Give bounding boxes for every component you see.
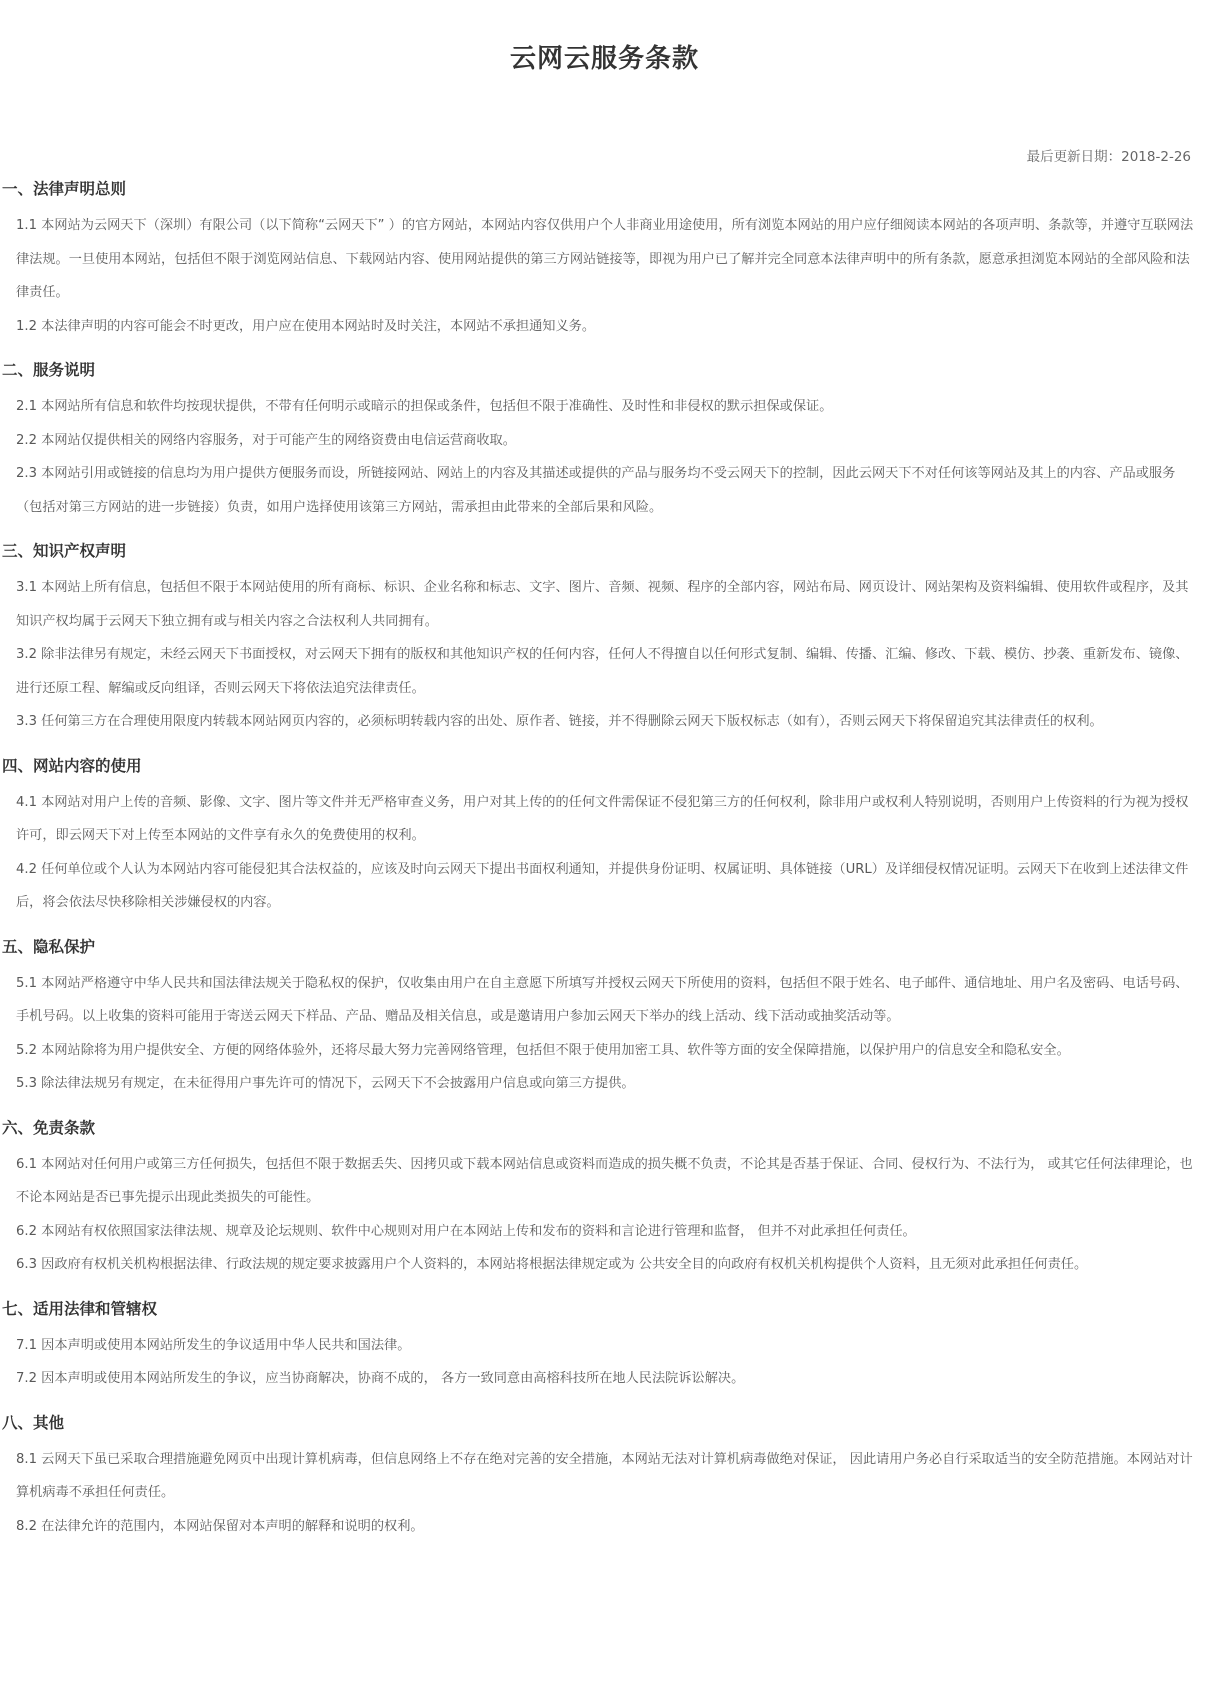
section-heading: 五、隐私保护	[2, 937, 96, 956]
clause-4-2: 4.2 任何单位或个人认为本网站内容可能侵犯其合法权益的，应该及时向云网天下提出书面权利通知，并提供身份证明、权属证明、具体链接（URL）及详细侵权情况证明。云网天下在收到上述法律文件后，将会依法尽快移除相关涉嫌侵权的内容。	[16, 861, 1189, 910]
clause-6-1: 6.1 本网站对任何用户或第三方任何损失，包括但不限于数据丢失、因拷贝或下载本网站信息或资料而造成的损失概不负责，不论其是否基于保证、合同、侵权行为、不法行为， 或其它任何法律理论，也不论本网站是否已事先提示出现此类损失的可能性。	[16, 1156, 1193, 1205]
page-title: 云网云服务条款	[509, 44, 699, 74]
last-updated-date: 2018-2-26	[1121, 149, 1191, 165]
clause-3-1: 3.1 本网站上所有信息，包括但不限于本网站使用的所有商标、标识、企业名称和标志、文字、图片、音频、视频、程序的全部内容，网站布局、网页设计、网站架构及资料编辑、使用软件或程序，及其知识产权均属于云网天下独立拥有或与相关内容之合法权利人共同拥有。	[16, 580, 1189, 629]
terms-content	[0, 178, 1200, 1543]
clause-7-1: 7.1 因本声明或使用本网站所发生的争议适用中华人民共和国法律。	[16, 1337, 411, 1353]
section-heading: 四、网站内容的使用	[2, 756, 142, 775]
clause-5-1: 5.1 本网站严格遵守中华人民共和国法律法规关于隐私权的保护，仅收集由用户在自主意愿下所填写并授权云网天下所使用的资料，包括但不限于姓名、电子邮件、通信地址、用户名及密码、电话号码、手机号码。以上收集的资料可能用于寄送云网天下样品、产品、赠品及相关信息，或是邀请用户参加云网天下举办的线上活动、线下活动或抽奖活动等。	[16, 975, 1189, 1024]
clause-1-1: 1.1 本网站为云网天下（深圳）有限公司（以下简称“云网天下” ）的官方网站，本网站内容仅供用户个人非商业用途使用，所有浏览本网站的用户应仔细阅读本网站的各项声明、条款等，并遵守互联网法律法规。一旦使用本网站，包括但不限于浏览网站信息、下载网站内容、使用网站提供的第三方网站链接等，即视为用户已了解并完全同意本法律声明中的所有条款，愿意承担浏览本网站的全部风险和法律责任。	[16, 218, 1194, 300]
section-heading: 一、法律声明总则	[2, 180, 127, 198]
section-service	[0, 359, 1200, 524]
last-updated-label: 最后更新日期：	[1026, 149, 1122, 165]
clause-8-1: 8.1 云网天下虽已采取合理措施避免网页中出现计算机病毒，但信息网络上不存在绝对完善的安全措施，本网站无法对计算机病毒做绝对保证， 因此请用户务必自行采取适当的安全防范措施。本网站对计算机病毒不承担任何责任。	[16, 1451, 1193, 1500]
section-heading: 八、其他	[2, 1413, 65, 1432]
section-ip	[0, 540, 1200, 739]
section-heading: 三、知识产权声明	[2, 542, 127, 560]
section-heading: 七、适用法律和管辖权	[2, 1299, 158, 1318]
clause-1-2: 1.2 本法律声明的内容可能会不时更改，用户应在使用本网站时及时关注，本网站不承担通知义务。	[16, 318, 596, 334]
section-content-use	[0, 755, 1200, 920]
clause-7-2: 7.2 因本声明或使用本网站所发生的争议，应当协商解决，协商不成的， 各方一致同意由高榕科技所在地人民法院诉讼解决。	[16, 1371, 745, 1386]
clause-2-3: 2.3 本网站引用或链接的信息均为用户提供方便服务而设，所链接网站、网站上的内容及其描述或提供的产品与服务均不受云网天下的控制，因此云网天下不对任何该等网站及其上的内容、产品或服务（包括对第三方网站的进一步链接）负责，如用户选择使用该第三方网站，需承担由此带来的全部后果和风险。	[16, 466, 1176, 515]
clause-6-3: 6.3 因政府有权机关机构根据法律、行政法规的规定要求披露用户个人资料的，本网站将根据法律规定或为 公共安全目的向政府有权机关机构提供个人资料，且无须对此承担任何责任。	[16, 1257, 1088, 1272]
section-other	[0, 1412, 1200, 1544]
clause-2-2: 2.2 本网站仅提供相关的网络内容服务，对于可能产生的网络资费由电信运营商收取。	[16, 432, 516, 448]
clause-4-1: 4.1 本网站对用户上传的音频、影像、文字、图片等文件并无严格审查义务，用户对其上传的的任何文件需保证不侵犯第三方的任何权利，除非用户或权利人特别说明，否则用户上传资料的行为视为授权许可，即云网天下对上传至本网站的文件享有永久的免费使用的权利。	[16, 794, 1189, 843]
clause-5-2: 5.2 本网站除将为用户提供安全、方便的网络体验外，还将尽最大努力完善网络管理，包括但不限于使用加密工具、软件等方面的安全保障措施，以保护用户的信息安全和隐私安全。	[16, 1042, 1070, 1058]
section-privacy	[0, 936, 1200, 1101]
section-jurisdiction	[0, 1298, 1200, 1396]
clause-8-2: 8.2 在法律允许的范围内，本网站保留对本声明的解释和说明的权利。	[16, 1518, 424, 1534]
clause-3-3: 3.3 任何第三方在合理使用限度内转载本网站网页内容的，必须标明转载内容的出处、原作者、链接，并不得删除云网天下版权标志（如有），否则云网天下将保留追究其法律责任的权利。	[16, 714, 1103, 729]
clause-2-1: 2.1 本网站所有信息和软件均按现状提供，不带有任何明示或暗示的担保或条件，包括但不限于准确性、及时性和非侵权的默示担保或保证。	[16, 399, 833, 414]
section-disclaimer	[0, 1117, 1200, 1282]
clause-6-2: 6.2 本网站有权依照国家法律法规、规章及论坛规则、软件中心规则对用户在本网站上传和发布的资料和言论进行管理和监督， 但并不对此承担任何责任。	[16, 1223, 916, 1239]
section-legal-general	[0, 178, 1200, 343]
last-updated	[1027, 145, 1191, 165]
clause-5-3: 5.3 除法律法规另有规定，在未征得用户事先许可的情况下，云网天下不会披露用户信息或向第三方提供。	[16, 1076, 635, 1091]
section-heading: 六、免责条款	[2, 1118, 96, 1137]
clause-3-2: 3.2 除非法律另有规定，未经云网天下书面授权，对云网天下拥有的版权和其他知识产权的任何内容，任何人不得擅自以任何形式复制、编辑、传播、汇编、修改、下载、模仿、抄袭、重新发布、镜像、进行还原工程、解编或反向组译，否则云网天下将依法追究法律责任。	[16, 647, 1189, 696]
section-heading: 二、服务说明	[2, 361, 96, 379]
